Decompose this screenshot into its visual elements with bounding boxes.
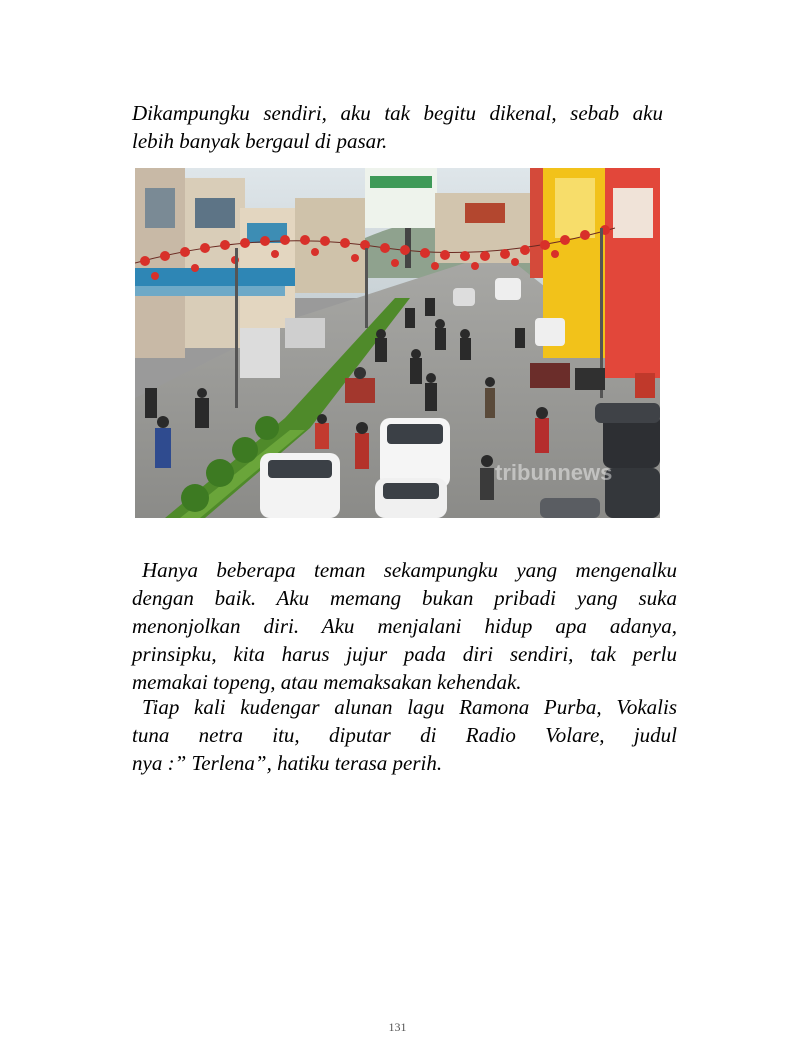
text-line: menonjolkan diri. Aku menjalani hidup apa adanya, bbox=[132, 614, 677, 638]
paragraph-closing bbox=[132, 693, 677, 777]
street-market-photo bbox=[135, 168, 660, 518]
text-line: nya :” Terlena”, hatiku terasa perih. bbox=[132, 751, 443, 775]
text-line: Dikampungku sendiri, aku tak begitu dikenal, sebab aku bbox=[132, 101, 663, 125]
text-line: lebih banyak bergaul di pasar. bbox=[132, 129, 388, 153]
photo-watermark: tribunnews bbox=[495, 460, 613, 485]
text-line: prinsipku, kita harus jujur pada diri sendiri, tak perlu bbox=[132, 642, 677, 666]
paragraph-middle bbox=[132, 556, 677, 696]
text-line: dengan baik. Aku memang bukan pribadi yang suka bbox=[132, 586, 677, 610]
text-line: Tiap kali kudengar alunan lagu Ramona Purba, Vokalis bbox=[142, 695, 677, 719]
text-line: tuna netra itu, diputar di Radio Volare, judul bbox=[132, 723, 677, 747]
page-number: 131 bbox=[388, 1020, 407, 1034]
text-line: memakai topeng, atau memaksakan kehendak. bbox=[132, 670, 522, 694]
text-line: Hanya beberapa teman sekampungku yang mengenalku bbox=[142, 558, 677, 582]
paragraph-intro bbox=[132, 99, 663, 155]
